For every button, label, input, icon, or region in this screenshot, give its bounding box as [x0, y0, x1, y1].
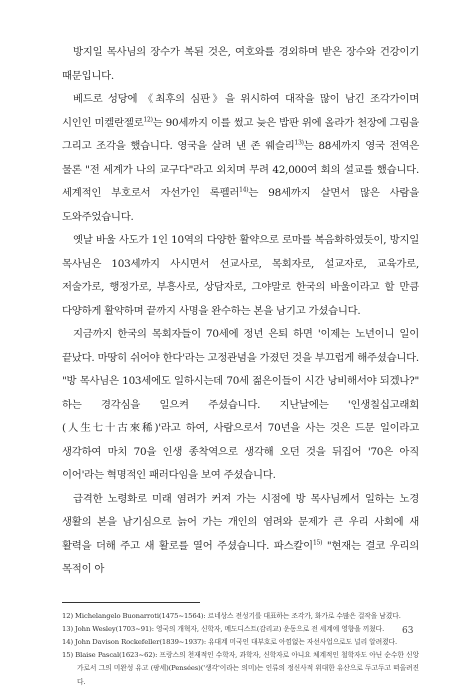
footnote-12: 12) Michelangelo Buonarroti(1475~1564): 르네상스 전성기를 대표하는 조각가, 화가로 수많은 걸작을 남겼다. [62, 611, 401, 620]
paragraph-5-text-a: 급격한 노령화로 미래 염려가 커져 가는 시점에 방 목사님께서 일하는 노경 생활의 본을 남기심으로 늙어 가는 개인의 염려와 문제가 큰 우리 사회에 새 활력을 더해 주고 새 활로를 열어 주셨습니다. 파스칼이 [62, 492, 419, 552]
page-body [62, 41, 419, 689]
footnote-divider [62, 602, 200, 603]
paragraph-3: 옛날 바울 사도가 1인 10역의 다양한 활약으로 로마를 복음화하였듯이, 방지일 목사님은 103세까지 사시면서 선교사로, 목회자로, 설교자로, 교육가로, 저술가로, 행정가로, 부흥사로, 상담자로, 그야말로 한국의 바울이라고 할 만큼 다양하게 활약하며 끝까지 사명을 완수하는 본을 남기고 가셨습니다. [62, 234, 419, 317]
paragraph-2-text-a: 베드로 성당에 《최후의 심판》을 위시하여 대작을 많이 남긴 조각가이며 시인인 미켈란젤로 [62, 93, 419, 129]
paragraph-4: 지금까지 한국의 목회자들이 70세에 정년 은퇴 하면 '이제는 노년이니 일이 끝났다. 마땅히 쉬어야 한다'라는 고정관념을 가졌던 것을 부끄럽게 해주셨습니다. "방 목사님은 103세에도 일하시는데 70세 젊은이들이 시간 낭비해서야 되겠나?" 하는 경각심을 일으켜 주셨습니다. 지난날에는 '인생칠십고래희(人生七十古來稀)'라고 하여, 사람으로서 70년을 사는 것은 드문 일이라고 생각하여 마치 70을 인생 종착역으로 생각해 오던 것을 뒤집어 '70은 아직 이어'라는 혁명적인 패러다임을 보여 주셨습니다. [62, 328, 419, 481]
page-number: 63 [402, 626, 414, 636]
paragraph-2 [62, 88, 419, 229]
paragraph-5 [62, 488, 419, 582]
paragraph-2-text-d: 는 98세까지 살면서 많은 사람을 도와주었습니다. [62, 187, 420, 223]
footnote-13: 13) John Wesley(1703~91): 영국의 개혁자, 신학자, 메도디스트(감리교) 운동으로 전 세계에 영향을 끼쳤다. [62, 624, 385, 633]
footnote-ref-15: 15) [312, 539, 323, 547]
footnote-15: 15) Blaise Pascal(1623~62): 프랑스의 천재적인 수학자, 과학자, 신학자로 아니요 체계적인 철학자도 아닌 순수한 신앙가로서 그의 미완성 유고 (팡세)(Pensées)('생각'이라는 의미)는 인류의 정신사적 위대한 유산으로 두고두고 떠올려진다. [62, 651, 419, 686]
footnote-ref-14: 14) [239, 186, 249, 194]
paragraph-2-text-b: 는 90세까지 이를 썼고 늦은 밥판 위에 올라가 천장에 그림을 그리고 조각을 했습니다. 영국을 살려 낸 존 웨슬리 [62, 116, 419, 152]
footnote-14: 14) John Davison Rockefeller(1839~1937): 유대계 미국인 대부호로 아낌없는 자선사업으로도 널리 알려졌다. [62, 637, 398, 646]
footnote-ref-13: 13) [294, 139, 304, 147]
footnote-ref-12: 12) [143, 116, 153, 124]
paragraph-2-text-c: 는 88세까지 영국 전역은 물론 "전 세계가 나의 교구다"라고 외치며 무려 42,000여 회의 설교를 했습니다. 세계적인 부호로서 자선가인 록펠러 [62, 140, 420, 199]
paragraph-1: 방지일 목사님의 장수가 복된 것은, 여호와를 경외하며 받은 장수와 건강이기 때문입니다. [62, 46, 419, 82]
paragraph-5-text-b: "현재는 결코 우리의 목적이 아 [62, 539, 419, 575]
